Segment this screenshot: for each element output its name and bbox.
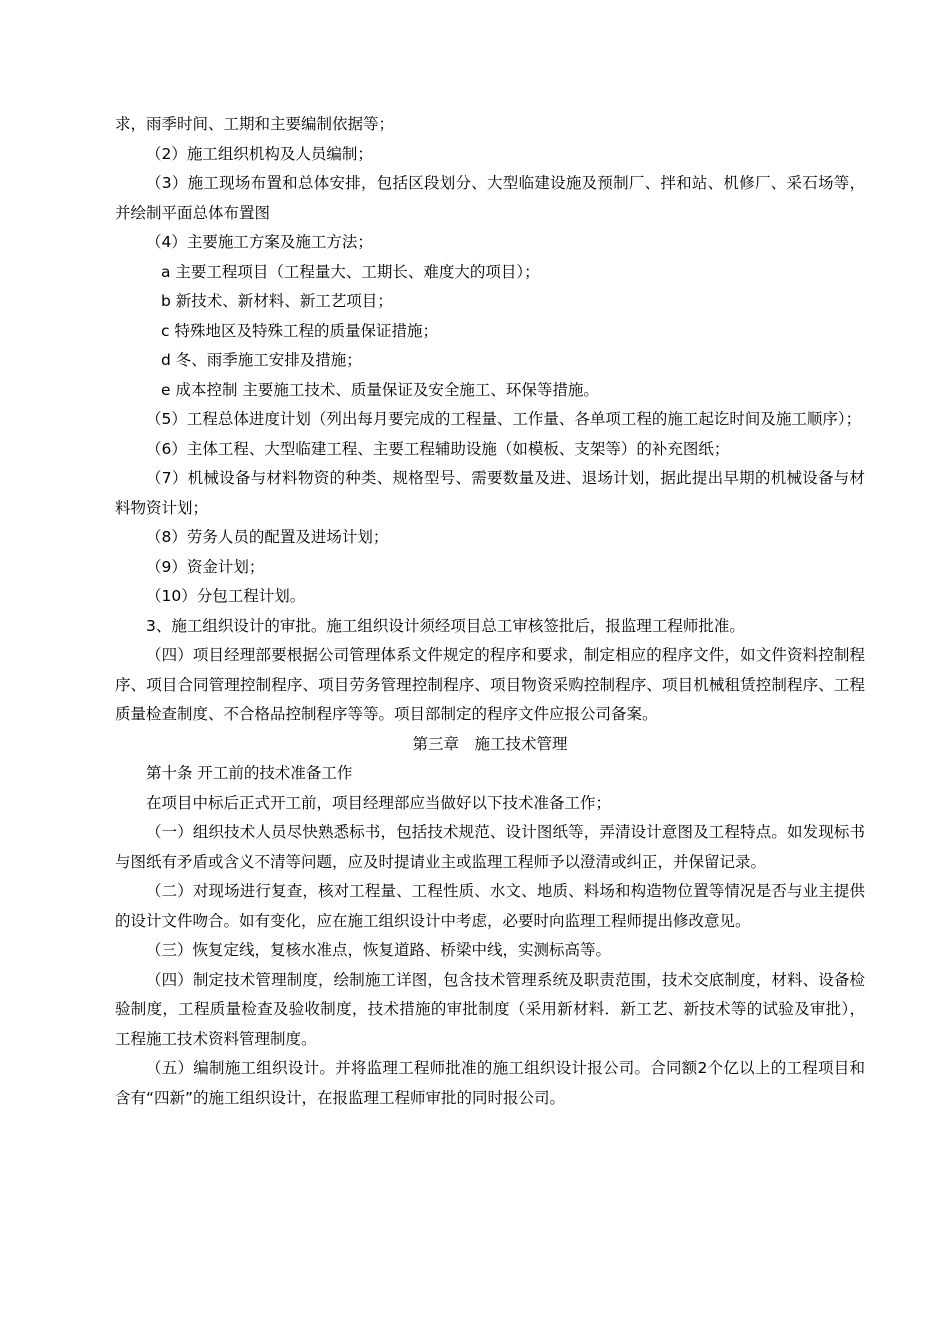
paragraph: （三）恢复定线，复核水准点，恢复道路、桥梁中线，实测标高等。 [146, 941, 612, 959]
paragraph: （2）施工组织机构及人员编制； [146, 144, 373, 163]
article-heading: 第十条 开工前的技术准备工作 [146, 764, 353, 782]
paragraph: （二）对现场进行复查，核对工程量、工程性质、水文、地质、料场和构造物位置等情况是否与业主提供的设计文件吻合。如有变化，应在施工组织设计中考虑，必要时向监理工程师提出修改意见。 [115, 882, 865, 930]
paragraph: （4）主要施工方案及施工方法； [146, 233, 373, 251]
document-body [115, 110, 865, 1113]
paragraph: （五）编制施工组织设计。并将监理工程师批准的施工组织设计报公司。合同额2个亿以上的工程项目和含有“四新”的施工组织设计，在报监理工程师审批的同时报公司。 [115, 1059, 865, 1107]
paragraph: 求，雨季时间、工期和主要编制依据等； [115, 115, 395, 133]
paragraph: 在项目中标后正式开工前，项目经理部应当做好以下技术准备工作； [146, 793, 612, 812]
list-item: d 冬、雨季施工安排及措施； [161, 351, 362, 369]
paragraph: （8）劳务人员的配置及进场计划； [146, 528, 389, 546]
paragraph: （9）资金计划； [146, 557, 265, 576]
paragraph: （7）机械设备与材料物资的种类、规格型号、需要数量及进、退场计划，据此提出早期的机械设备与材料物资计划； [115, 469, 865, 517]
list-item: e 成本控制 主要施工技术、质量保证及安全施工、环保等措施。 [161, 380, 599, 399]
paragraph: （一）组织技术人员尽快熟悉标书，包括技术规范、设计图纸等，弄清设计意图及工程特点。如发现标书与图纸有矛盾或含义不清等问题，应及时提请业主或监理工程师予以澄清或纠正，并保留记录。 [115, 823, 865, 871]
list-item: b 新技术、新材料、新工艺项目； [161, 292, 393, 310]
list-item: a 主要工程项目（工程量大、工期长、难度大的项目）； [161, 262, 540, 281]
list-item: c 特殊地区及特殊工程的质量保证措施； [161, 321, 438, 340]
paragraph: （3）施工现场布置和总体安排，包括区段划分、大型临建设施及预制厂、拌和站、机修厂、采石场等，并绘制平面总体布置图 [115, 174, 865, 222]
chapter-heading: 第三章 施工技术管理 [412, 734, 568, 753]
paragraph: （5）工程总体进度计划（列出每月要完成的工程量、工作量、各单项工程的施工起讫时间及施工顺序）； [146, 410, 862, 428]
paragraph: （6）主体工程、大型临建工程、主要工程辅助设施（如模板、支架等）的补充图纸； [146, 439, 730, 458]
paragraph: 3、施工组织设计的审批。施工组织设计须经项目总工审核签批后，报监理工程师批准。 [146, 616, 745, 635]
paragraph: （四）项目经理部要根据公司管理体系文件规定的程序和要求，制定相应的程序文件，如文件资料控制程序、项目合同管理控制程序、项目劳务管理控制程序、项目物资采购控制程序、项目机械租赁控制程序、工程质量检查制度、不合格品控制程序等等。项目部制定的程序文件应报公司备案。 [115, 646, 865, 723]
paragraph: （四）制定技术管理制度，绘制施工详图，包含技术管理系统及职责范围，技术交底制度，材料、设备检验制度，工程质量检查及验收制度，技术措施的审批制度（采用新材料．新工艺、新技术等的试验及审批），工程施工技术资料管理制度。 [115, 970, 865, 1048]
paragraph: （10）分包工程计划。 [146, 587, 306, 605]
